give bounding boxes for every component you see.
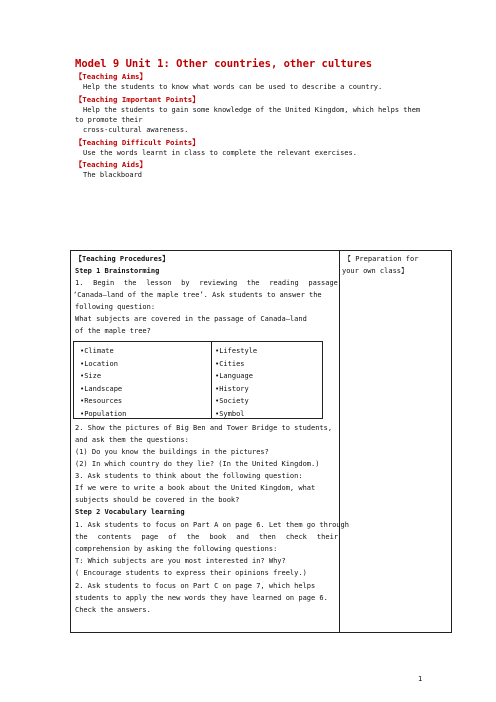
- step2-item1-line2: the contents page of the book and then check their: [75, 533, 338, 541]
- step2-item2-line3: Check the answers.: [75, 606, 151, 614]
- subject-item: •Population: [80, 409, 127, 418]
- subject-item: •Size: [80, 372, 102, 381]
- subjects-divider: [211, 342, 212, 418]
- subjects-table: [73, 341, 323, 419]
- step2-item1-line1: 1. Ask students to focus on Part A on page 6. Let them go through: [75, 521, 349, 529]
- subject-item: •Climate: [80, 347, 114, 355]
- step2-item1-line3: comprehension by asking the following questions:: [75, 545, 278, 553]
- step1-item2-line2: and ask them the questions:: [75, 436, 189, 444]
- step1-heading: Step 1 Brainstorming: [75, 267, 160, 275]
- step2-item1-line5: ( Encourage students to express their opinions freely.): [75, 569, 307, 577]
- step1-item2-line4: (2) In which country do they lie? (In the United Kingdom.): [75, 460, 320, 468]
- preparation-heading-2: your own class】: [342, 267, 409, 275]
- subject-item: •Location: [80, 359, 118, 368]
- step2-item1-line4: T: Which subjects are you most interested in? Why?: [75, 557, 286, 565]
- subject-item: •Symbol: [215, 409, 245, 418]
- subject-item: •Landscape: [80, 384, 123, 393]
- step2-item2-line2: students to apply the new words they have learned on page 6.: [75, 594, 328, 602]
- subject-item: •History: [215, 384, 249, 393]
- subject-item: •Cities: [215, 359, 245, 368]
- step1-item1-line4: What subjects are covered in the passage of Canada—land: [75, 315, 307, 323]
- important-heading: 【Teaching Important Points】: [75, 95, 200, 104]
- aims-text: Help the students to know what words can be used to describe a country.: [83, 83, 383, 91]
- step2-item2-line1: 2. Ask students to focus on Part C on page 7, which helps: [75, 582, 316, 590]
- important-text-3: cross-cultural awareness.: [83, 126, 189, 134]
- step1-item3-line1: 3. Ask students to think about the following question:: [75, 472, 303, 480]
- step2-heading: Step 2 Vocabulary learning: [75, 508, 185, 516]
- column-divider: [339, 251, 340, 632]
- aids-heading: 【Teaching Aids】: [75, 160, 147, 169]
- subjects-right-column: [215, 345, 257, 421]
- subject-item: •Language: [215, 372, 253, 381]
- subject-item: •Resources: [80, 397, 123, 406]
- page-number: 1: [418, 675, 423, 683]
- step1-item1-line2: ‘Canada—land of the maple tree’. Ask students to answer the: [73, 291, 322, 299]
- important-text-2: to promote their: [75, 116, 143, 124]
- subject-item: •Lifestyle: [215, 347, 258, 355]
- procedures-heading: 【Teaching Procedures】: [75, 255, 170, 263]
- difficult-text: Use the words learnt in class to complete the relevant exercises.: [83, 149, 357, 157]
- lesson-title: Model 9 Unit 1: Other countries, other cultures: [75, 58, 373, 70]
- subjects-left-column: [80, 345, 126, 421]
- step1-item1-line3: following question:: [75, 303, 156, 311]
- aids-text: The blackboard: [83, 171, 143, 179]
- important-text-1: Help the students to gain some knowledge of the United Kingdom, which helps them: [83, 106, 421, 114]
- step1-item1-line5: of the maple tree?: [75, 327, 151, 335]
- step1-item3-line2: If we were to write a book about the United Kingdom, what: [75, 484, 316, 492]
- step1-item3-line3: subjects should be covered in the book?: [75, 496, 240, 504]
- step1-item2-line3: (1) Do you know the buildings in the pictures?: [75, 448, 269, 456]
- procedures-table: [70, 250, 452, 633]
- difficult-heading: 【Teaching Difficult Points】: [75, 138, 200, 147]
- preparation-heading-1: 【 Preparation for: [344, 255, 419, 263]
- step1-item1-line1: 1. Begin the lesson by reviewing the reading passage: [75, 279, 338, 287]
- subject-item: •Society: [215, 397, 249, 406]
- aims-heading: 【Teaching Aims】: [75, 72, 147, 81]
- step1-item2-line1: 2. Show the pictures of Big Ben and Tower Bridge to students,: [75, 424, 333, 432]
